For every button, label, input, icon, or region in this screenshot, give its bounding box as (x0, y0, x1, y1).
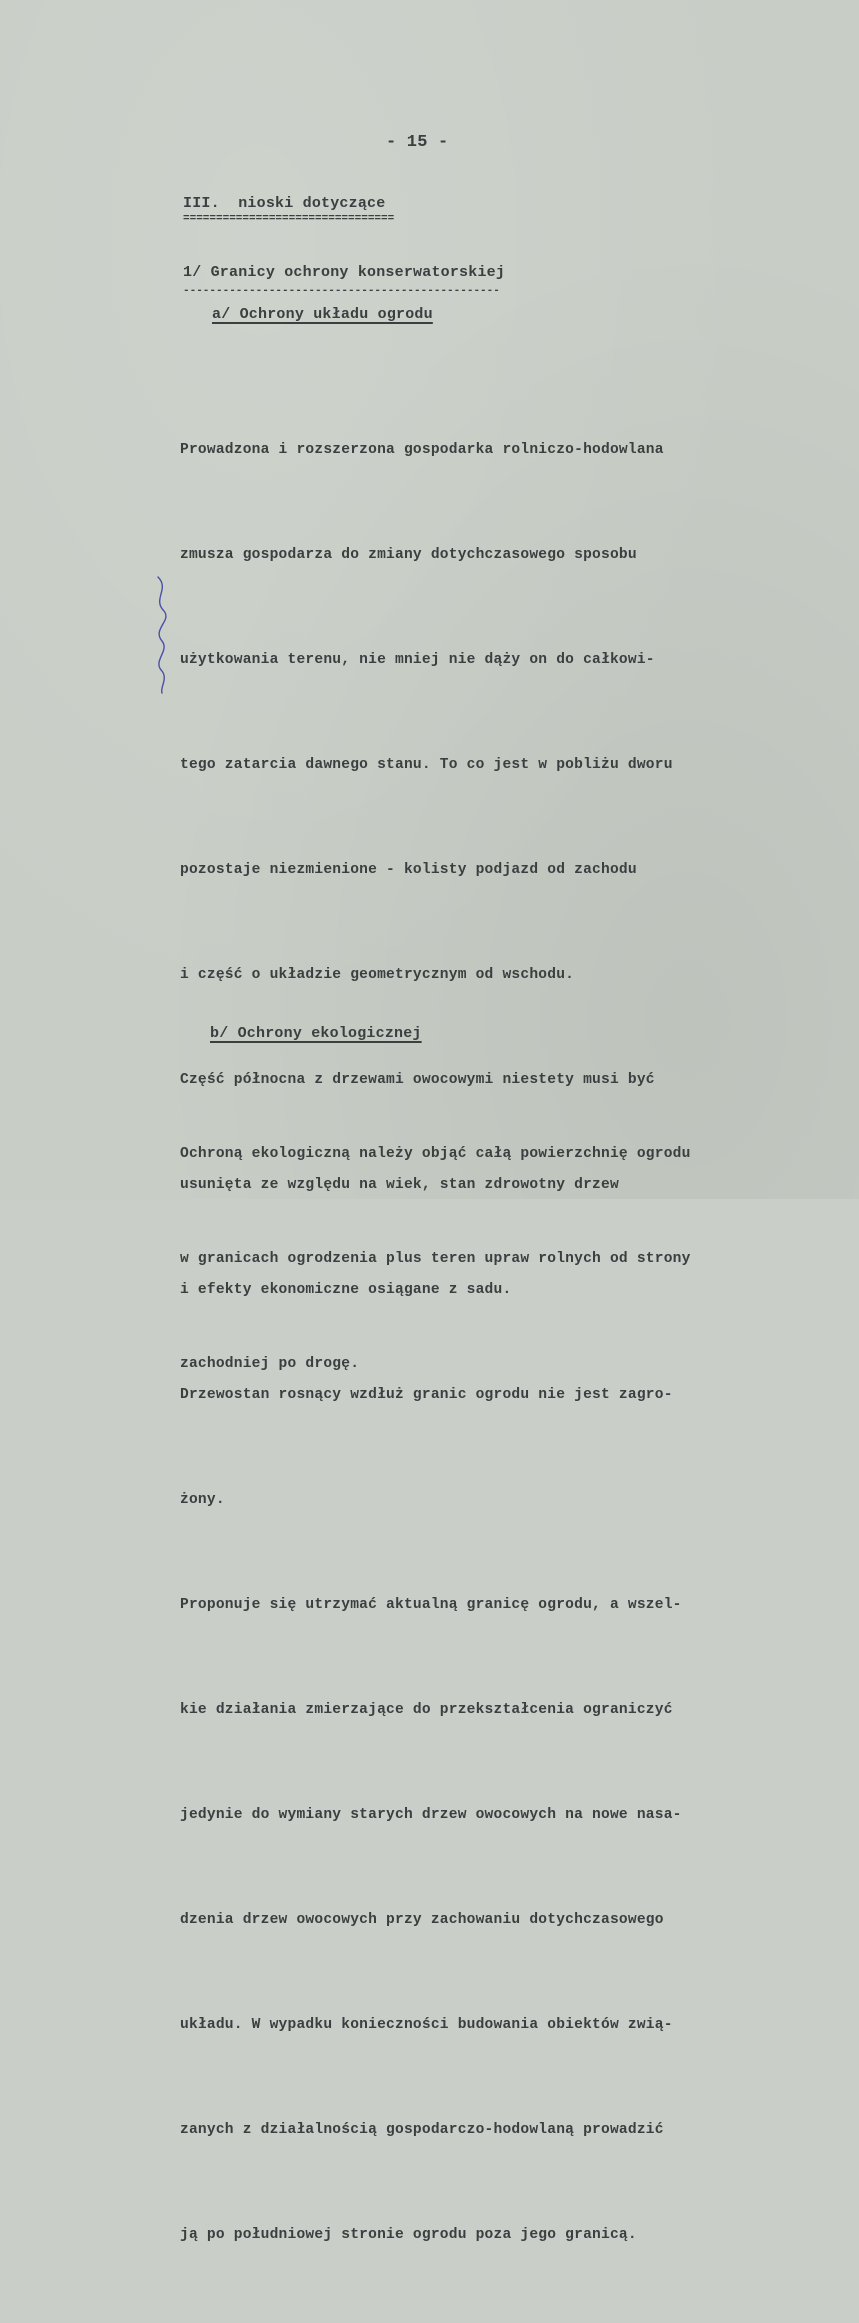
pen-margin-bracket-icon (148, 575, 172, 695)
paragraph-line: Część północna z drzewami owocowymi niestety musi być (180, 1072, 655, 1088)
subsection-b-title: b/ Ochrony ekologicznej (210, 1025, 422, 1042)
paragraph-line: Ochroną ekologiczną należy objąć całą powierzchnię ogrodu (180, 1146, 691, 1162)
paragraph-line: i efekty ekonomiczne osiągane z sadu. (180, 1282, 512, 1298)
page-number: - 15 - (386, 133, 449, 152)
paragraph-line: kie działania zmierzające do przekształcenia ograniczyć (180, 1702, 673, 1718)
paragraph-line: ją po południowej stronie ogrodu poza jego granicą. (180, 2227, 637, 2243)
paragraph-b (180, 1067, 691, 1452)
paragraph-line: układu. W wypadku konieczności budowania obiektów zwią- (180, 2017, 673, 2033)
paragraph-line: żony. (180, 1492, 225, 1508)
subsection-a-title: a/ Ochrony układu ogrodu (212, 306, 433, 323)
paragraph-line: zmusza gospodarza do zmiany dotychczasowego sposobu (180, 547, 637, 563)
section-1-title: 1/ Granicy ochrony konserwatorskiej (183, 264, 506, 281)
paragraph-line: Proponuje się utrzymać aktualną granicę ogrodu, a wszel- (180, 1597, 682, 1613)
heading-double-underline: ================================ (183, 214, 395, 225)
paragraph-line: pozostaje niezmienione - kolisty podjazd od zachodu (180, 862, 637, 878)
paragraph-line: usunięta ze względu na wiek, stan zdrowotny drzew (180, 1177, 619, 1193)
paragraph-line: zanych z działalnością gospodarczo-hodowlaną prowadzić (180, 2122, 664, 2138)
paragraph-line: i część o układzie geometrycznym od wschodu. (180, 967, 575, 983)
paragraph-line: zachodniej po drogę. (180, 1356, 360, 1372)
paragraph-line: jedynie do wymiany starych drzew owocowych na nowe nasa- (180, 1807, 682, 1823)
section-heading: III. nioski dotyczące (183, 195, 386, 212)
paragraph-line: tego zatarcia dawnego stanu. To co jest w pobliżu dworu (180, 757, 673, 773)
paragraph-line: w granicach ogrodzenia plus teren upraw rolnych od strony (180, 1251, 691, 1267)
paragraph-line: dzenia drzew owocowych przy zachowaniu dotychczasowego (180, 1912, 664, 1928)
section-1-underline: ------------------------------------------------ (183, 286, 500, 297)
paragraph-line: użytkowania terenu, nie mniej nie dąży on do całkowi- (180, 652, 655, 668)
paragraph-line: Drzewostan rosnący wzdłuż granic ogrodu nie jest zagro- (180, 1387, 673, 1403)
paragraph-line: Prowadzona i rozszerzona gospodarka rolniczo-hodowlana (180, 442, 664, 458)
